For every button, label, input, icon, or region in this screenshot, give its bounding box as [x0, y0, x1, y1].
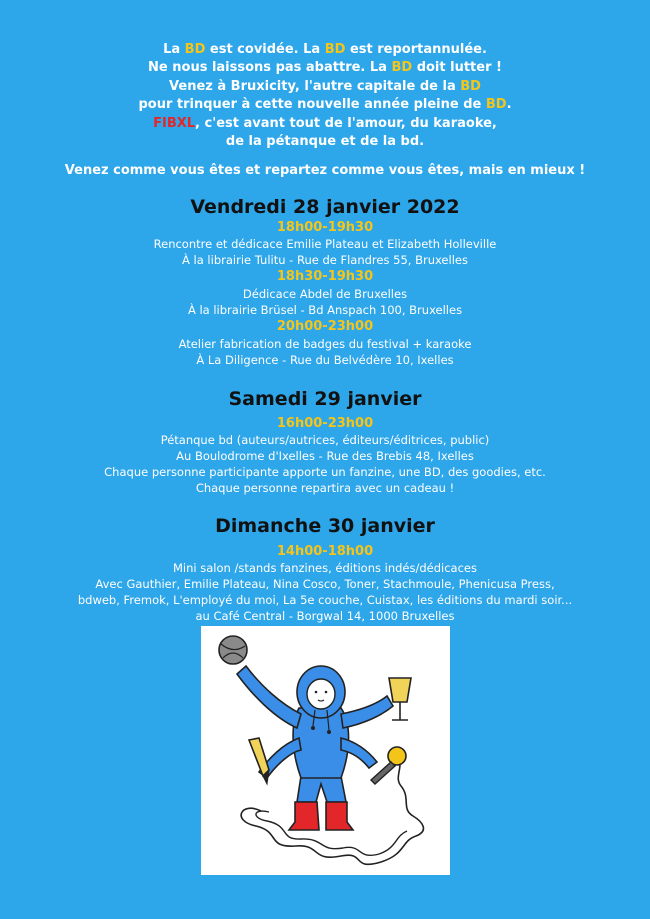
glass-stem: [392, 702, 408, 720]
intro-text: [0, 41, 650, 151]
event-line: Chaque personne repartira avec un cadeau !: [195, 481, 455, 495]
pencil-icon: [249, 738, 269, 776]
bd-highlight: BD: [324, 42, 346, 57]
intro-text-segment: , c'est avant tout de l'amour, du karaoke,: [195, 115, 497, 131]
intro-text-segment: pour trinquer à cette nouvelle année pleine de: [138, 97, 486, 113]
event-line: Chaque personne participante apporte un fanzine, une BD, des goodies, etc.: [104, 465, 546, 479]
day-title: Vendredi 28 janvier 2022: [190, 196, 460, 218]
event-time: 20h00-23h00: [276, 319, 374, 334]
intro-line-4: [0, 96, 650, 114]
intro-line-5: [0, 115, 650, 133]
intro-text-segment: doit lutter !: [412, 60, 502, 76]
intro-text-segment: Venez à Bruxicity, l'autre capitale de la: [169, 78, 461, 94]
day-title: Dimanche 30 janvier: [215, 515, 435, 537]
event-line: bdweb, Fremok, L'employé du moi, La 5e couche, Cuistax, les éditions du mardi soir...: [77, 593, 573, 607]
beer-glass-icon: [389, 678, 411, 702]
event-time: 14h00-18h00: [276, 544, 374, 559]
bd-highlight: BD: [391, 60, 413, 76]
figure-legs: [297, 776, 346, 802]
event-line: Dédicace Abdel de Bruxelles: [242, 287, 408, 301]
mascot-illustration: [201, 626, 450, 875]
intro-text-segment: .: [506, 97, 512, 113]
event-line: au Café Central - Borgwal 14, 1000 Bruxelles: [195, 609, 455, 623]
intro-line-6: de la pétanque et de la bd.: [225, 134, 425, 150]
event-line: Au Boulodrome d'Ixelles - Rue des Brebis 48, Ixelles: [176, 449, 474, 463]
face: [307, 679, 335, 709]
event-line: À la librairie Tulitu - Rue de Flandres 55, Bruxelles: [182, 253, 468, 267]
day-title: Samedi 29 janvier: [228, 388, 422, 410]
fibxl-brand: FIBXL: [153, 115, 196, 131]
event-line: Avec Gauthier, Emilie Plateau, Nina Cosco, Toner, Stachmoule, Phenicusa Press,: [95, 577, 555, 591]
event-line: À la librairie Brüsel - Bd Anspach 100, Bruxelles: [187, 303, 463, 317]
bd-highlight: BD: [184, 42, 206, 57]
intro-text-segment: Ne nous laissons pas abattre. La: [148, 60, 392, 76]
event-line: À La Diligence - Rue du Belvédère 10, Ixelles: [196, 353, 454, 367]
arm-upper-left: [237, 666, 301, 728]
hood-string-end: [327, 730, 331, 734]
event-line: Pétanque bd (auteurs/autrices, éditeurs/éditrices, public): [160, 433, 490, 447]
intro-text-segment: La: [163, 42, 185, 57]
event-time: 16h00-23h00: [276, 416, 374, 431]
intro-line-1: [0, 41, 650, 59]
intro-line-3: [0, 78, 650, 96]
eye: [315, 691, 318, 694]
intro-text-segment: est covidée. La: [205, 42, 325, 57]
intro-text-segment: est reportannulée.: [345, 42, 487, 57]
red-boots: [289, 802, 353, 830]
bd-highlight: BD: [485, 97, 507, 113]
event-time: 18h30-19h30: [276, 269, 374, 284]
arm-upper-right: [341, 696, 393, 728]
bd-highlight: BD: [460, 78, 481, 94]
four-armed-figure-drawing: [201, 626, 450, 875]
hood-string-end: [311, 726, 315, 730]
intro-line-2: [0, 59, 650, 77]
event-line: Atelier fabrication de badges du festival + karaoke: [178, 337, 472, 351]
event-time: 18h00-19h30: [276, 220, 374, 235]
event-line: Rencontre et dédicace Emilie Plateau et Elizabeth Holleville: [153, 237, 497, 251]
tagline: Venez comme vous êtes et repartez comme vous êtes, mais en mieux !: [64, 163, 586, 178]
microphone-handle: [371, 762, 395, 784]
eye: [325, 691, 328, 694]
event-line: Mini salon /stands fanzines, éditions indés/dédicaces: [172, 561, 477, 575]
